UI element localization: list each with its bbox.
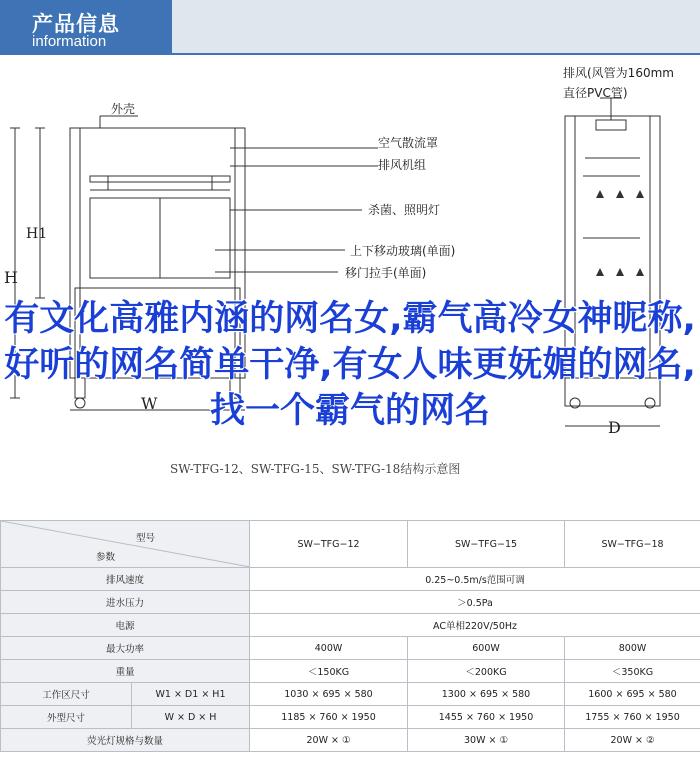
table-row	[1, 706, 700, 729]
label-exhaust: 排风(风管为160mm	[563, 66, 674, 80]
row-label: 进水压力	[1, 591, 250, 614]
row-span-value: ＞0.5Pa	[250, 591, 700, 614]
row-value: 1185 × 760 × 1950	[250, 706, 408, 729]
row-value: 600W	[408, 637, 565, 660]
row-label: 工作区尺寸	[1, 683, 132, 706]
table-row	[1, 660, 700, 683]
label-pvc: 直径PVC管)	[563, 86, 628, 100]
row-value: ＜350KG	[565, 660, 700, 683]
table-header-row	[1, 521, 700, 568]
header-model-1: SW−TFG−12	[250, 521, 408, 568]
table-row	[1, 568, 700, 591]
label-w: W	[141, 394, 158, 413]
header-diagonal-cell	[1, 521, 250, 568]
header-underline	[0, 53, 700, 55]
row-value: 30W × ①	[408, 729, 565, 752]
label-fan: 排风机组	[378, 158, 427, 172]
label-h: H	[4, 268, 18, 287]
overlay-title: 有文化高雅内涵的网名女,霸气高冷女神昵称,好听的网名简单干净,有女人味更妩媚的网名,找一个霸气的网名	[4, 299, 696, 431]
row-label: 电源	[1, 614, 250, 637]
header-model-3: SW−TFG−18	[565, 521, 700, 568]
header-param-label: 参数	[96, 552, 116, 563]
table-row	[1, 683, 700, 706]
row-sub-label: W × D × H	[132, 706, 250, 729]
drawing-caption: SW-TFG-12、SW-TFG-15、SW-TFG-18结构示意图	[170, 462, 461, 476]
row-value: 800W	[565, 637, 700, 660]
row-label: 排风速度	[1, 568, 250, 591]
row-value: 1755 × 760 × 1950	[565, 706, 700, 729]
header-title-en: information	[32, 33, 107, 50]
label-hood: 空气散流罩	[378, 136, 439, 150]
table-row	[1, 591, 700, 614]
row-label: 荧光灯规格与数量	[1, 729, 250, 752]
row-label: 重量	[1, 660, 250, 683]
row-value: 1455 × 760 × 1950	[408, 706, 565, 729]
label-glass: 上下移动玻璃(单面)	[350, 244, 456, 258]
row-label: 外型尺寸	[1, 706, 132, 729]
row-value: 1030 × 695 × 580	[250, 683, 408, 706]
row-label: 最大功率	[1, 637, 250, 660]
header-model-label: 型号	[136, 533, 156, 544]
label-d: D	[608, 418, 621, 437]
label-door: 移门拉手(单面)	[345, 266, 427, 280]
header-title-zh: 产品信息	[32, 12, 120, 36]
table-row	[1, 729, 700, 752]
row-span-value: 0.25~0.5m/s范围可调	[250, 568, 700, 591]
table-row	[1, 637, 700, 660]
row-value: 20W × ②	[565, 729, 700, 752]
label-uv-lamp: 杀菌、照明灯	[368, 203, 441, 217]
spec-table	[0, 520, 700, 752]
row-value: 400W	[250, 637, 408, 660]
label-shell: 外壳	[111, 102, 136, 116]
header-band	[172, 0, 700, 53]
row-value: 1600 × 695 × 580	[565, 683, 700, 706]
row-span-value: AC单相220V/50Hz	[250, 614, 700, 637]
header-diagonal-line	[1, 521, 249, 567]
row-sub-label: W1 × D1 × H1	[132, 683, 250, 706]
row-value: 1300 × 695 × 580	[408, 683, 565, 706]
table-row	[1, 614, 700, 637]
row-value: ＜200KG	[408, 660, 565, 683]
header-bar	[0, 0, 700, 58]
header-title-box	[0, 0, 172, 53]
header-model-2: SW−TFG−15	[408, 521, 565, 568]
row-value: ＜150KG	[250, 660, 408, 683]
label-h1: H1	[26, 226, 48, 242]
row-value: 20W × ①	[250, 729, 408, 752]
